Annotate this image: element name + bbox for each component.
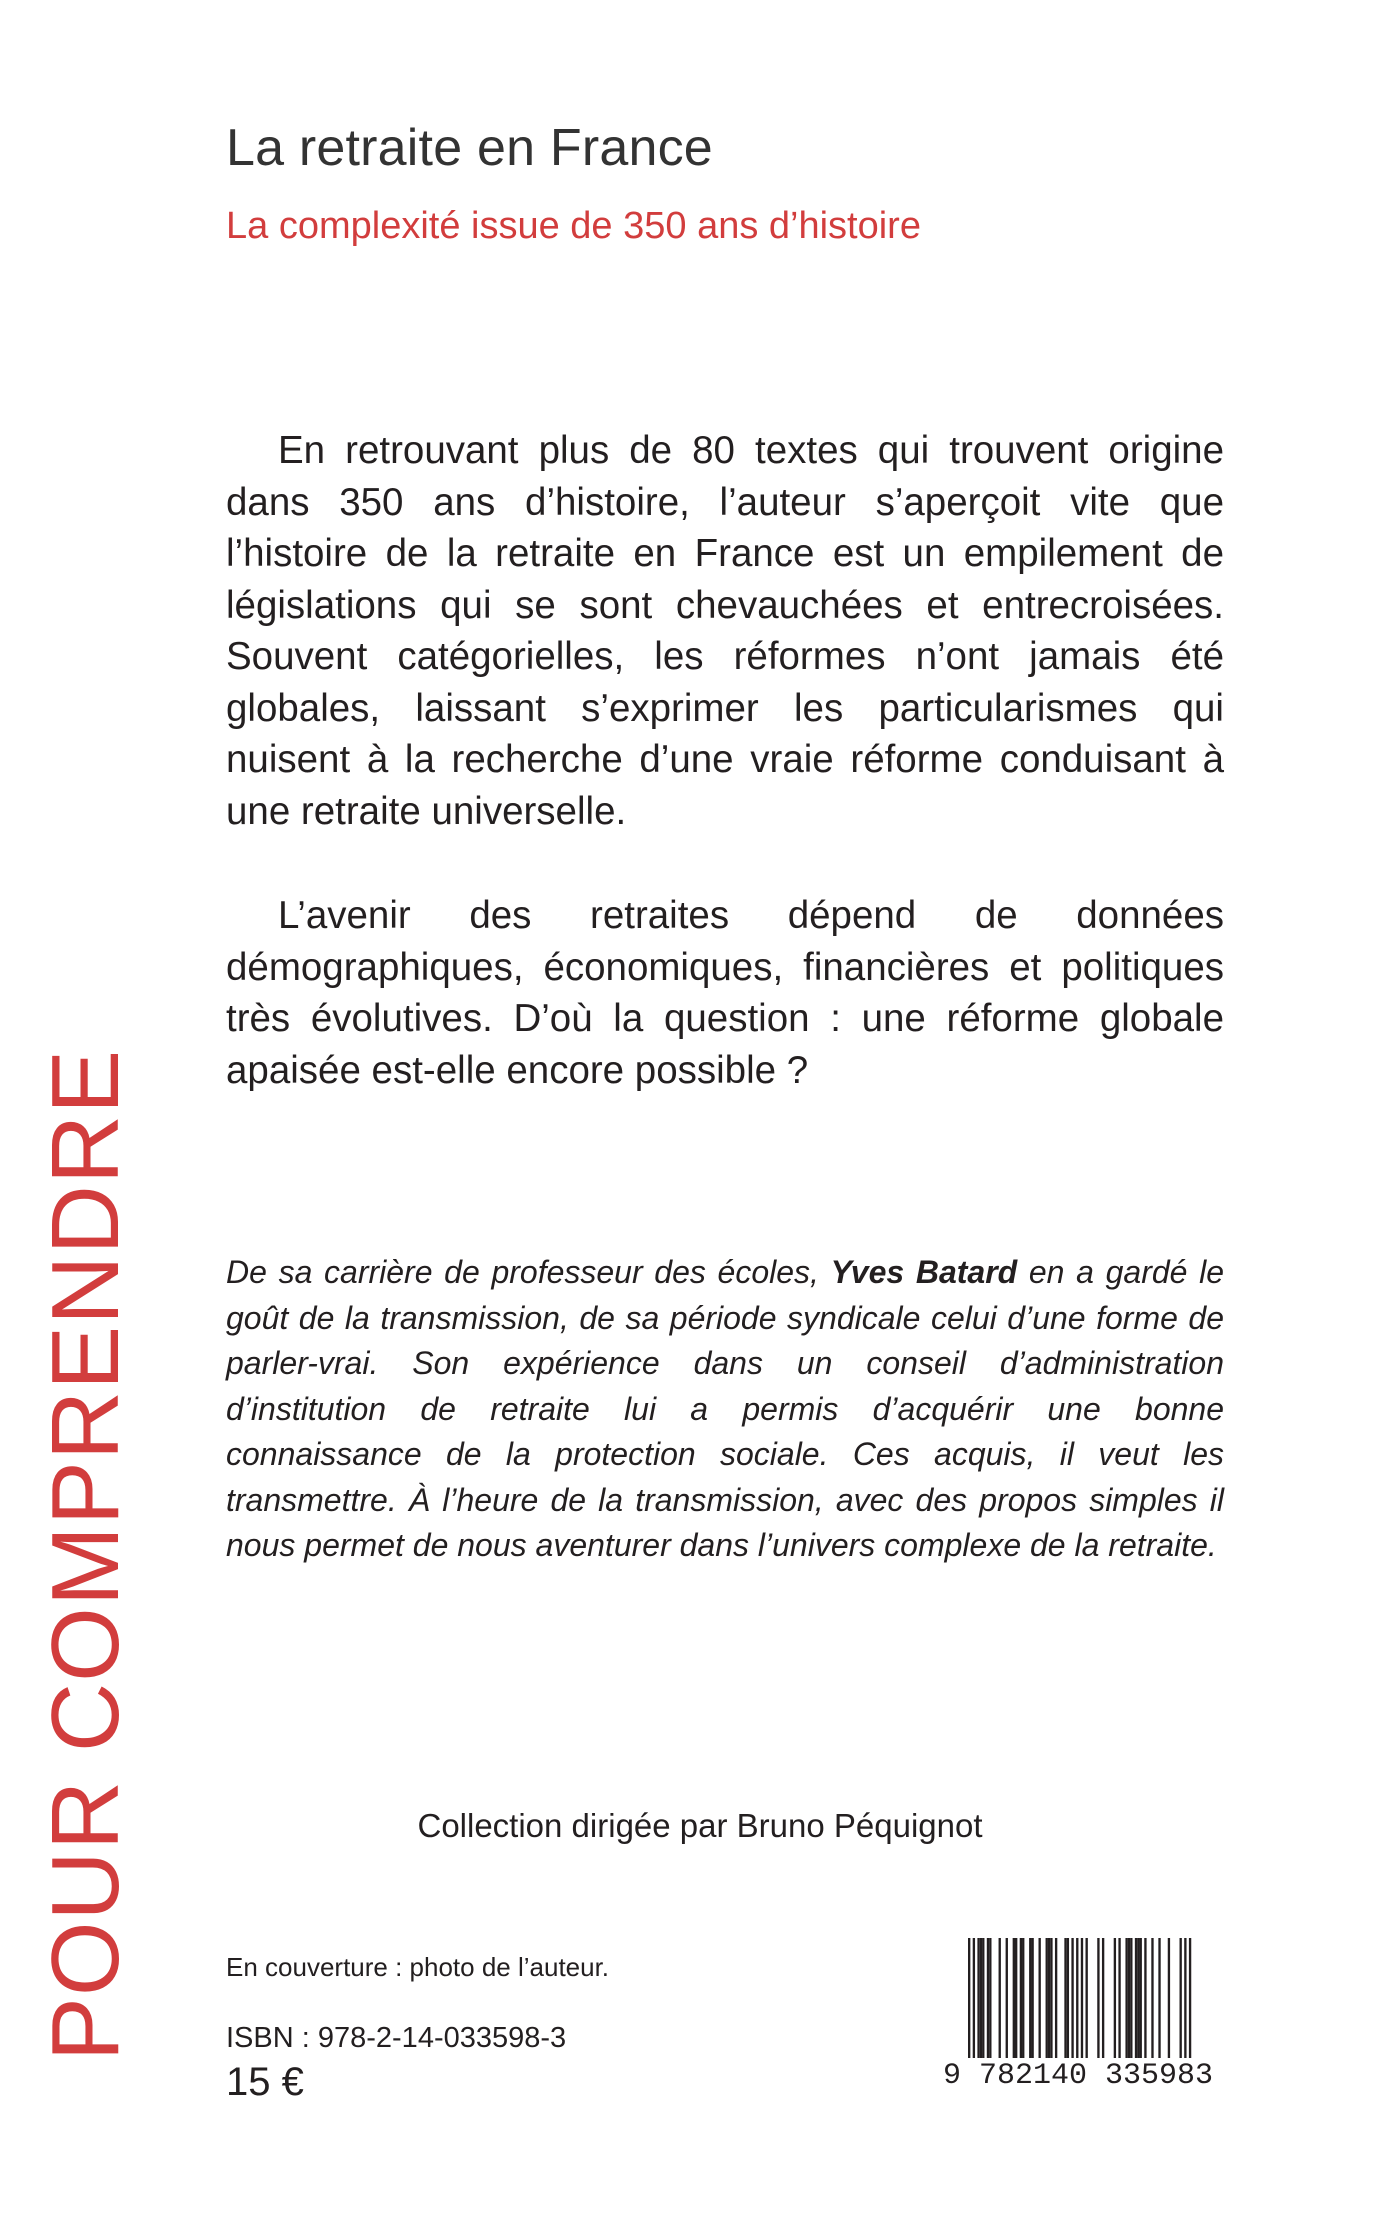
- barcode-bar: [1118, 1938, 1120, 2060]
- barcode-bar: [1046, 1938, 1048, 2060]
- barcode-bar: [999, 1938, 1001, 2060]
- barcode-bar: [1081, 1938, 1083, 2074]
- barcode-bar: [1151, 1938, 1153, 2060]
- price: 15 €: [226, 2060, 304, 2104]
- barcode-bar: [1013, 1938, 1015, 2060]
- blurb-paragraph-2-text: L’avenir des retraites dépend de données démographiques, économiques, financières et politiques très évolutives. D’où la question : une réforme globale apaisée est-elle encore possible ?: [226, 894, 1224, 1092]
- barcode-bar: [1144, 1938, 1146, 2060]
- barcode-bar: [1022, 1938, 1024, 2060]
- barcode-bar: [1137, 1938, 1139, 2060]
- series-label-container: [30, 1020, 142, 2090]
- barcode-bar: [1076, 1938, 1078, 2074]
- author-bio: [226, 1250, 1224, 1569]
- isbn: ISBN : 978-2-14-033598-3: [226, 2022, 567, 2054]
- barcode-bar: [1071, 1938, 1073, 2060]
- barcode-bar: [1180, 1938, 1182, 2060]
- barcode-bar: [1015, 1938, 1017, 2060]
- barcode-bar: [1048, 1938, 1050, 2060]
- barcode-bar: [1029, 1938, 1031, 2060]
- barcode-bar: [1050, 1938, 1052, 2060]
- barcode-bar: [968, 1938, 970, 2074]
- barcode-bar: [1086, 1938, 1088, 2060]
- barcode-bar: [1031, 1938, 1033, 2060]
- cover-photo-credit: En couverture : photo de l’auteur.: [226, 1952, 610, 1982]
- blurb-paragraph-1-text: En retrouvant plus de 80 textes qui trouvent origine dans 350 ans d’histoire, l’auteur s’aperçoit vite que l’histoire de la retraite en France est un empilement de législations qui se sont chevauchées et entrecroisées. Souvent catégorielles, les réformes n’ont jamais été globales, laissant s’exprimer les particularismes qui nuisent à la recherche d’une vraie réforme conduisant à une retraite universelle.: [226, 429, 1224, 833]
- barcode-bar: [1140, 1938, 1142, 2060]
- barcode-bar: [989, 1938, 991, 2060]
- barcode-bar: [1168, 1938, 1170, 2060]
- blurb-paragraph-2: [226, 890, 1224, 1096]
- barcode-bar: [977, 1938, 979, 2060]
- barcode-bar: [1135, 1938, 1137, 2060]
- barcode-bar: [1189, 1938, 1191, 2074]
- author-bio-rest: en a gardé le goût de la transmission, de sa période syndicale celui d’une forme de parler-vrai. Son expérience dans un conseil d’administration d’institution de retraite lui a permis d’acquérir une bonne connaissance de la protection sociale. Ces acquis, il veut les transmettre. À l’heure de la transmission, avec des propos simples il nous permet de nous aventurer dans l’univers complexe de la retraite.: [226, 1254, 1225, 1563]
- collection-director: Collection dirigée par Bruno Péquignot: [417, 1807, 983, 1844]
- blurb-paragraph-1: [226, 425, 1224, 837]
- series-label: POUR COMPRENDRE: [32, 1048, 139, 2062]
- author-bio-intro: De sa carrière de professeur des écoles,: [226, 1254, 831, 1290]
- barcode-bar: [1158, 1938, 1160, 2060]
- barcode-bar: [1067, 1938, 1069, 2060]
- barcode-bar: [1055, 1938, 1057, 2060]
- barcode-bar: [982, 1938, 984, 2060]
- book-subtitle: La complexité issue de 350 ans d’histoire: [226, 205, 921, 247]
- barcode-bar: [1006, 1938, 1008, 2060]
- barcode-bar: [1039, 1938, 1041, 2060]
- barcode-bar: [1130, 1938, 1132, 2060]
- barcode-bar: [1097, 1938, 1099, 2060]
- barcode-bar: [980, 1938, 982, 2060]
- barcode-bar: [1020, 1938, 1022, 2060]
- barcode-bar: [1064, 1938, 1066, 2060]
- barcode-digits: 9 782140 335983: [942, 2059, 1214, 2093]
- barcode-bar: [973, 1938, 975, 2074]
- barcode-bar: [1114, 1938, 1116, 2060]
- barcode-bar: [1184, 1938, 1186, 2074]
- barcode-bar: [1128, 1938, 1130, 2060]
- barcode-bar: [1125, 1938, 1127, 2060]
- book-title: La retraite en France: [226, 119, 713, 177]
- barcode-bar: [1102, 1938, 1104, 2060]
- author-name: Yves Batard: [830, 1254, 1018, 1290]
- barcode-bar: [987, 1938, 989, 2060]
- barcode: [942, 1938, 1214, 2096]
